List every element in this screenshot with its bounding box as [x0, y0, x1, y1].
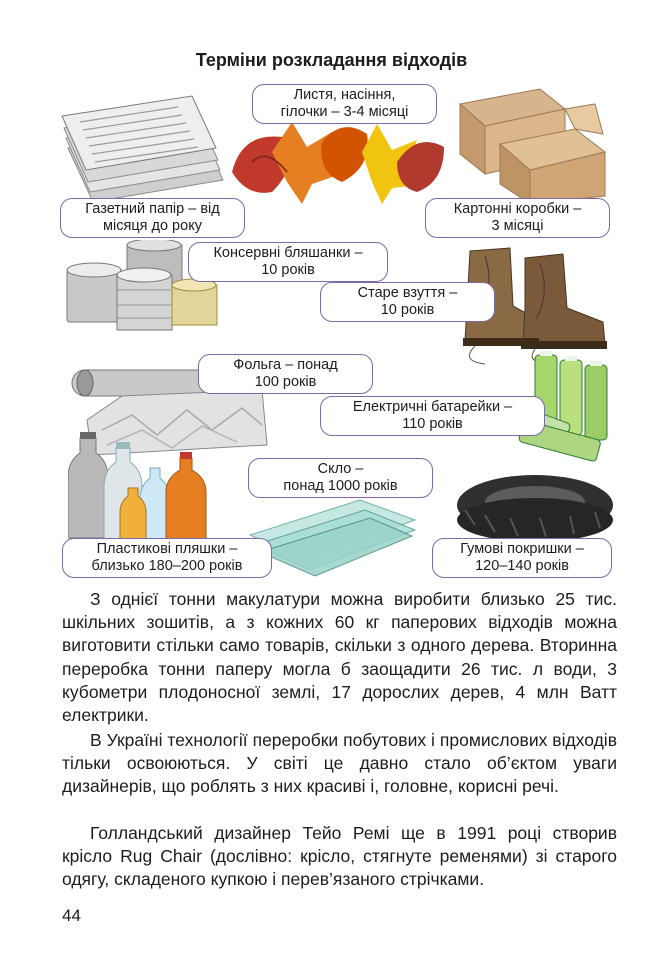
label-foil-line1: Фольга – понад	[233, 357, 338, 373]
label-tires-line1: Гумові покришки –	[460, 541, 584, 557]
label-shoes-line2: 10 років	[380, 302, 435, 318]
label-shoes	[320, 282, 495, 322]
label-newspaper-line1: Газетний папір – від	[85, 201, 220, 217]
label-leaves-line2: гілочки – 3-4 місяці	[280, 104, 409, 120]
paragraph-paper: З однієї тонни макулатури можна виробити близько 25 тис. шкільних зошитів, а з кожних 60 кг паперових відходів можна виготовити стільки само товарів, скільки з одного дерева. Вторинна переробка тонни паперу могла б заощадити 26 тис. л води, 3 кубометри плодоносної землі, 17 дорослих дерев, 4 млн Ватт електрики.	[62, 589, 617, 726]
label-foil	[198, 354, 373, 394]
page-number: 44	[62, 906, 81, 925]
label-batteries	[320, 396, 545, 436]
page-title: Терміни розкладання відходів	[195, 50, 468, 70]
tires-image	[450, 470, 615, 545]
label-foil-line2: 100 років	[254, 374, 317, 390]
label-bottles-line2: близько 180–200 років	[91, 558, 243, 574]
label-glass	[248, 458, 433, 498]
paragraph-ukraine: В Україні технології переробки побутових і промислових відходів тільки освоюються. У світі це давно стало об’єктом уваги дизайнерів, що роблять з них красиві і, головне, корисні речі.	[62, 730, 617, 797]
label-tires-line2: 120–140 років	[475, 558, 569, 574]
cardboard-boxes-image	[455, 84, 615, 206]
label-cans-line1: Консервні бляшанки –	[213, 245, 363, 261]
label-batteries-line2: 110 років	[402, 416, 463, 432]
label-glass-line2: понад 1000 років	[283, 478, 398, 494]
label-cans	[188, 242, 388, 282]
label-batteries-line1: Електричні батарейки –	[352, 399, 513, 415]
label-newspaper	[60, 198, 245, 238]
autumn-leaves-image	[212, 112, 452, 207]
label-boxes	[425, 198, 610, 238]
label-shoes-line1: Старе взуття –	[357, 285, 458, 301]
label-bottles-line1: Пластикові пляшки –	[96, 541, 238, 557]
label-leaves	[252, 84, 437, 124]
newspaper-image	[58, 88, 228, 206]
label-glass-line1: Скло –	[317, 461, 364, 477]
label-leaves-line1: Листя, насіння,	[293, 87, 396, 103]
label-newspaper-line2: місяця до року	[103, 218, 202, 234]
label-tires	[432, 538, 612, 578]
label-boxes-line1: Картонні коробки –	[453, 201, 582, 217]
paragraph-designer: Голландський дизайнер Тейо Ремі ще в 1991 році створив крісло Rug Chair (дослівно: крісло, стягнуте ременями) зі старого одягу, складеного купкою і перев’язаного стрічками.	[62, 823, 617, 890]
label-boxes-line2: 3 місяці	[491, 218, 544, 234]
plastic-bottles-image	[68, 428, 228, 543]
label-bottles	[62, 538, 272, 578]
label-cans-line2: 10 років	[261, 262, 315, 278]
